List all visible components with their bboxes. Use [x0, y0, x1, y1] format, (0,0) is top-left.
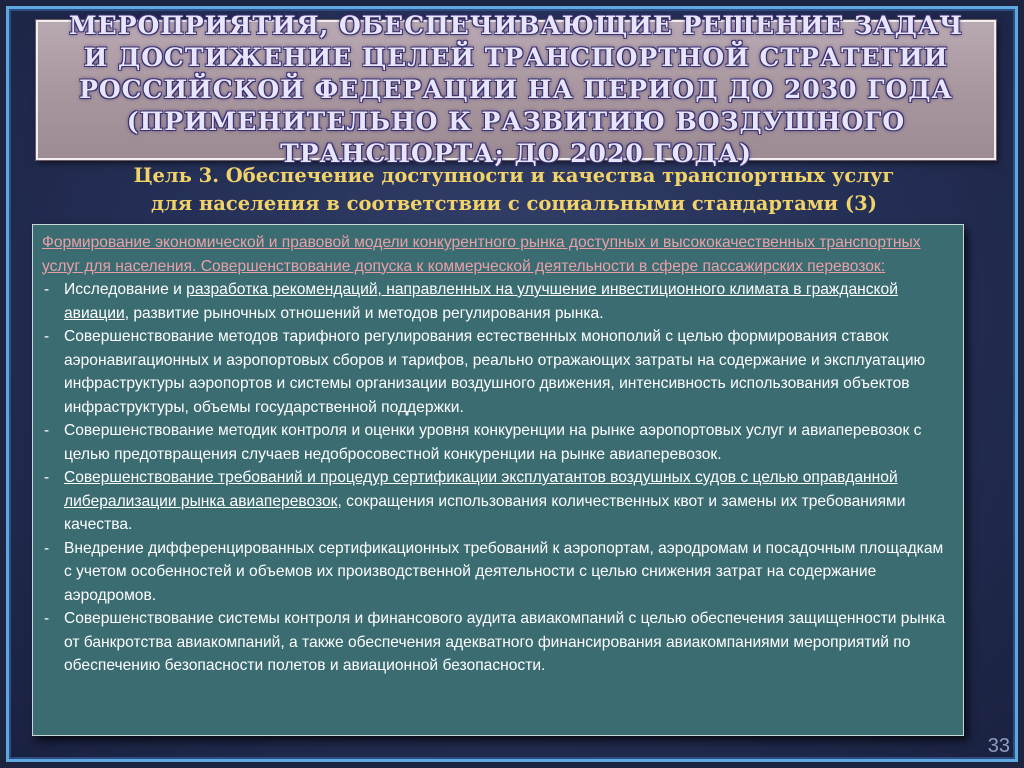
- item-text-tail: , развитие рыночных отношений и методов регулирования рынка.: [124, 304, 604, 322]
- bullet-dash: -: [44, 469, 50, 486]
- page-number: 33: [987, 735, 1010, 757]
- item-text: Исследование и: [64, 281, 187, 298]
- list-item: [42, 607, 955, 678]
- list-item: [42, 325, 955, 419]
- bullet-dash: -: [44, 422, 50, 439]
- goal-line-2: для населения в соответствии с социальными стандартами (3): [151, 192, 877, 215]
- bullet-dash: -: [44, 281, 50, 298]
- bullet-dash: -: [44, 610, 50, 627]
- item-text: Внедрение дифференцированных сертификационных требований к аэропортам, аэродромам и посадочным площадкам с учетом особенностей и объемов их производственной деятельности с целью снижения затрат на содержание аэродромов.: [64, 539, 944, 604]
- list-item: [42, 419, 955, 466]
- item-text: Совершенствование методов тарифного регулирования естественных монополий с целью формирования ставок аэронавигационных и аэропортовых сборов и тарифов, реально отражающих затраты на содержание и эксплуатацию инфраструктуры аэропортов и системы организации воздушного движения, интенсивность использования объектов инфраструктуры, объемы государственной поддержки.: [64, 328, 926, 416]
- item-underlined-text: Совершенствование требований и процедур сертификации эксплуатантов воздушных судов с целью оправданной либерализации рынка авиаперевозок: [64, 469, 898, 510]
- item-text-tail: , сокращения использования количественных квот и замены их требованиями качества.: [64, 492, 906, 533]
- title-banner: [36, 11, 996, 168]
- measures-list: [42, 278, 955, 678]
- bullet-dash: -: [44, 328, 50, 345]
- goal-line-1: Цель 3. Обеспечение доступности и качества транспортных услуг: [133, 164, 895, 187]
- item-text: Совершенствование методик контроля и оценки уровня конкуренции на рынке аэропортовых услуг и авиаперевозок с целью предотвращения случаев недобросовестной конкуренции на рынке авиаперевозок.: [64, 422, 922, 463]
- goal-heading: [36, 162, 992, 218]
- item-underlined-text: разработка рекомендаций, направленных на улучшение инвестиционного климата в гражданской авиации: [64, 281, 898, 322]
- slide-title: МЕРОПРИЯТИЯ, ОБЕСПЕЧИВАЮЩИЕ РЕШЕНИЕ ЗАДАЧ И ДОСТИЖЕНИЕ ЦЕЛЕЙ ТРАНСПОРТНОЙ СТРАТЕГИИ РОССИЙСКОЙ ФЕДЕРАЦИИ НА ПЕРИОД ДО 2030 ГОДА (ПРИМЕНИТЕЛЬНО К РАЗВИТИЮ ВОЗДУШНОГО ТРАНСПОРТА; ДО 2020 ГОДА): [68, 11, 964, 168]
- bullet-dash: -: [44, 539, 50, 557]
- content-panel: [32, 224, 964, 736]
- list-item: [42, 278, 955, 325]
- list-item: [42, 466, 955, 537]
- intro-paragraph: Формирование экономической и правовой модели конкурентного рынка доступных и высококачественных транспортных услуг для населения. Совершенствование допуска к коммерческой деятельности в сфере пассажирских перевозок:: [42, 234, 921, 275]
- list-item: [42, 537, 955, 608]
- item-text: Совершенствование системы контроля и финансового аудита авиакомпаний с целью обеспечения защищенности рынка от банкротства авиакомпаний, а также обеспечения адекватного финансирования авиакомпаниями мероприятий по обеспечению безопасности полетов и авиационной безопасности.: [64, 610, 946, 674]
